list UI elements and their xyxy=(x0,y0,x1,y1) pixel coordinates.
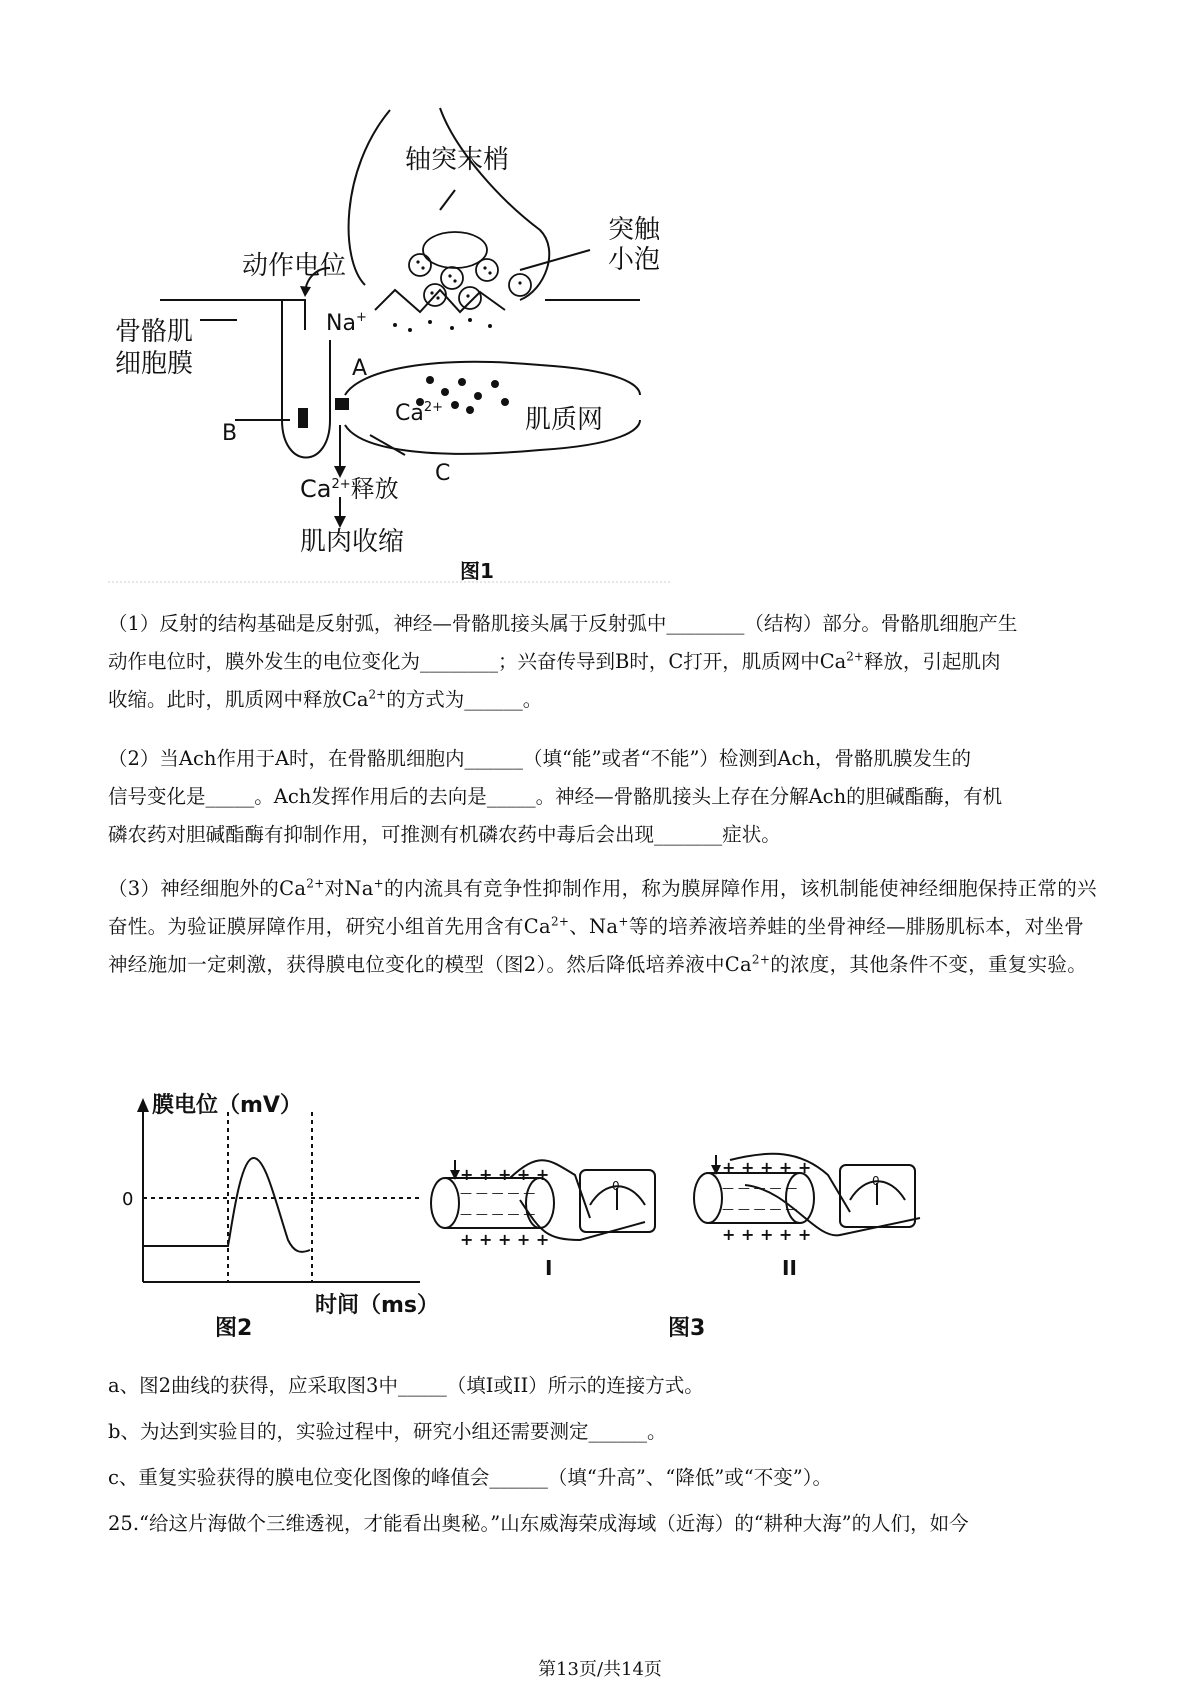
figure-3-i-meter-zero: 0 xyxy=(612,1179,620,1193)
figure-2-zero-label: 0 xyxy=(122,1189,134,1210)
label-muscle-contraction: 肌肉收缩 xyxy=(300,527,405,557)
figure-2-caption: 图2 xyxy=(215,1316,253,1341)
label-vesicle-1: 突触 xyxy=(608,215,661,245)
figure-3-ii-minus-bottom: — — — — — xyxy=(722,1202,798,1216)
figure-2-xlabel: 时间（ms） xyxy=(315,1293,440,1318)
label-axon-terminal: 轴突末梢 xyxy=(405,145,510,175)
figure-3-i-minus-bottom: — — — — — xyxy=(460,1207,536,1221)
label-skeletal-membrane-1: 骨骼肌 xyxy=(115,317,194,347)
label-point-c: C xyxy=(435,461,451,486)
question-25: 25.“给这片海做个三维透视，才能看出奥秘。”山东威海荣成海域（近海）的“耕种大海”的人们，如今 xyxy=(108,1512,969,1535)
label-skeletal-membrane-2: 细胞膜 xyxy=(115,349,194,379)
figure-3-i-plus-top: + + + + + xyxy=(460,1165,550,1184)
label-action-potential: 动作电位 xyxy=(242,251,347,281)
label-sarcoplasmic-reticulum: 肌质网 xyxy=(525,405,604,435)
figure-1 xyxy=(0,0,1200,590)
q2-line-2: 信号变化是_____。Ach发挥作用后的去向是_____。神经—骨骼肌接头上存在分解Ach的胆碱酯酶，有机 xyxy=(108,785,1003,808)
q2-line-3: 磷农药对胆碱酯酶有抑制作用，可推测有机磷农药中毒后会出现_______症状。 xyxy=(108,823,781,846)
figure-3-caption: 图3 xyxy=(668,1316,706,1341)
sub-question-a: a、图2曲线的获得，应采取图3中_____（填I或II）所示的连接方式。 xyxy=(108,1374,704,1397)
figure-3-i-plus-bottom: + + + + + xyxy=(460,1230,550,1249)
figure-3-ii-minus-top: — — — — — xyxy=(722,1181,798,1195)
q1-line-3: 收缩。此时，肌质网中释放$Ca^{2+}$的方式为______。 xyxy=(108,687,543,711)
page-footer: 第13页/共14页 xyxy=(538,1659,662,1680)
label-vesicle-2: 小泡 xyxy=(608,245,661,275)
sub-question-c: c、重复实验获得的膜电位变化图像的峰值会______（填“升高”、“降低”或“不变”）。 xyxy=(108,1466,832,1489)
figure-1-caption: 图1 xyxy=(460,559,494,583)
label-point-a: A xyxy=(352,356,368,381)
label-ca-in-sr: $Ca^{2+}$ xyxy=(395,400,444,426)
figure-2-ylabel: 膜电位（mV） xyxy=(152,1093,302,1118)
label-ca-release: $Ca^{2+}$释放 xyxy=(300,475,399,503)
figure-3-ii-plus-top: + + + + + xyxy=(722,1158,812,1177)
figure-3-ii-meter-zero: 0 xyxy=(872,1174,880,1188)
label-na: Na+ xyxy=(326,310,367,336)
figure-3-ii-plus-bottom: + + + + + xyxy=(722,1225,812,1244)
label-point-b: B xyxy=(222,421,238,446)
q3-paragraph: （3）神经细胞外的$Ca^{2+}$对Na+的内流具有竞争性抑制作用，称为膜屏障作用，该机制能使神经细胞保持正常的兴奋性。为验证膜屏障作用，研究小组首先用含有$Ca^{2+}$、Na+等的培养液培养蛙的坐骨神经—腓肠肌标本，对坐骨神经施加一定刺激，获得膜电位变化的模型（图2）。然后降低培养液中$Ca^{2+}$的浓度，其他条件不变，重复实验。 xyxy=(108,876,1097,976)
figure-3-label-ii: II xyxy=(782,1256,797,1280)
sub-question-b: b、为达到实验目的，实验过程中，研究小组还需要测定______。 xyxy=(108,1420,667,1443)
figure-3-label-i: I xyxy=(545,1256,553,1280)
q1-line-2: 动作电位时，膜外发生的电位变化为________；兴奋传导到B时，C打开，肌质网中$Ca^{2+}$释放，引起肌肉 xyxy=(108,649,1001,673)
q2-line-1: （2）当Ach作用于A时，在骨骼肌细胞内______（填“能”或者“不能”）检测到Ach，骨骼肌膜发生的 xyxy=(108,747,971,770)
q1-line-1: （1）反射的结构基础是反射弧，神经—骨骼肌接头属于反射弧中________（结构）部分。骨骼肌细胞产生 xyxy=(108,612,1018,635)
figure-3-i-minus-top: — — — — — xyxy=(460,1186,536,1200)
